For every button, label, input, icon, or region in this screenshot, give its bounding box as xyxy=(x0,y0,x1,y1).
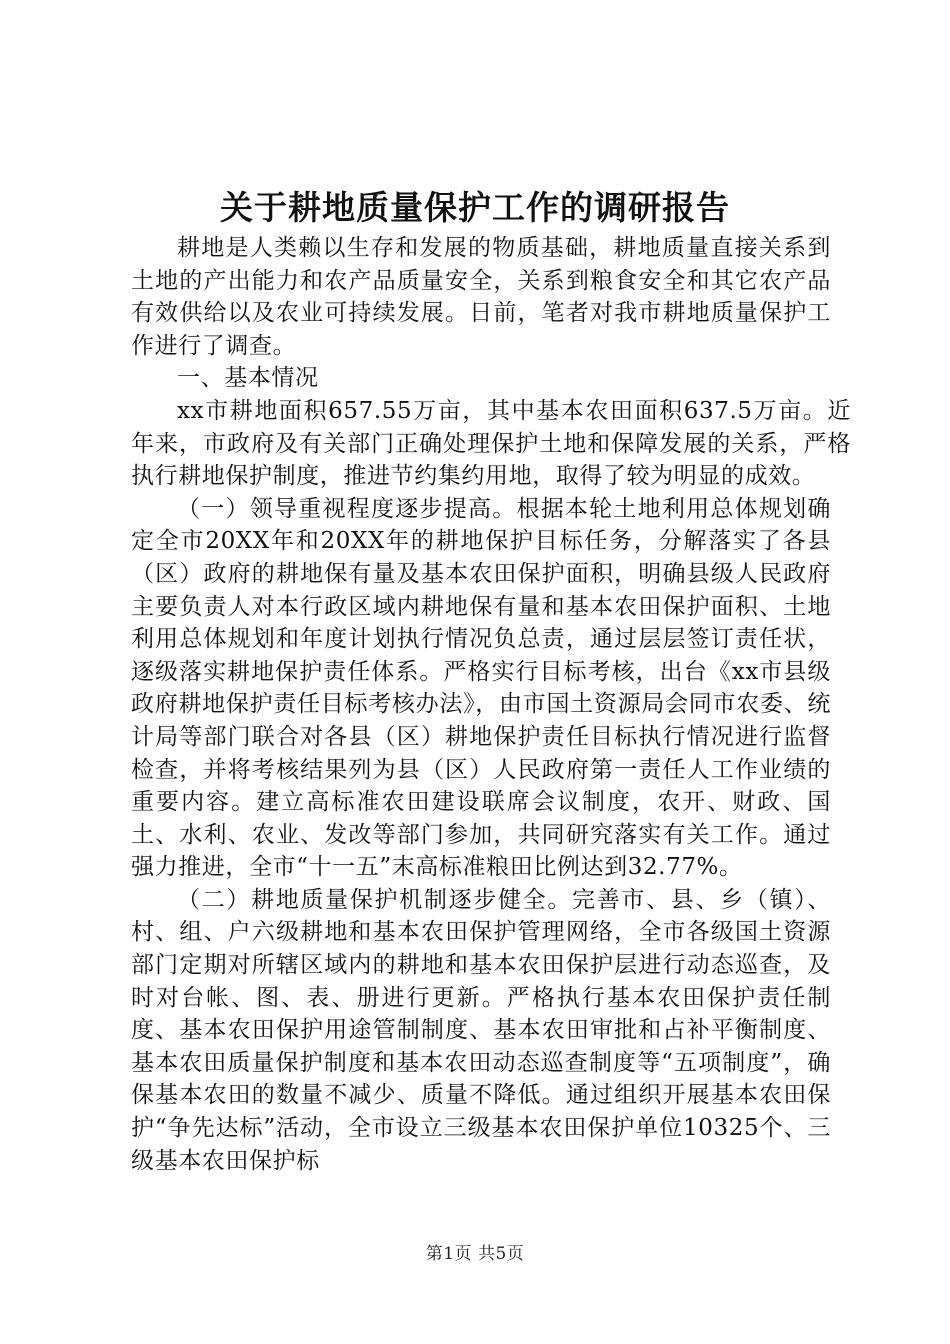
section-heading-basic-situation: 一、基本情况 xyxy=(177,365,319,392)
document-body xyxy=(131,232,851,1177)
basic-situation-paragraph: xx市耕地面积657.55万亩，其中基本农田面积637.5万亩。近年来，市政府及有关部门正确处理保护土地和保障发展的关系，严格执行耕地保护制度，推进节约集约用地，取得了较为明显的成效。 xyxy=(131,397,851,490)
mechanism-paragraph: （二）耕地质量保护机制逐步健全。完善市、县、乡（镇）、村、组、户六级耕地和基本农田保护管理网络，全市各级国土资源部门定期对所辖区域内的耕地和基本农田保护层进行动态巡查，及时对台帐、图、表、册进行更新。严格执行基本农田保护责任制度、基本农田保护用途管制制度、基本农田审批和占补平衡制度、基本农田质量保护制度和基本农田动态巡查制度等“五项制度”，确保基本农田的数量不减少、质量不降低。通过组织开展基本农田保护“争先达标”活动，全市设立三级基本农田保护单位10325个、三级基本农田保护标 xyxy=(131,886,831,1174)
intro-paragraph: 耕地是人类赖以生存和发展的物质基础，耕地质量直接关系到土地的产出能力和农产品质量安全，关系到粮食安全和其它农产品有效供给以及农业可持续发展。日前，笔者对我市耕地质量保护工作进行了调查。 xyxy=(131,235,831,359)
page-number-footer: 第1页 共5页 xyxy=(425,1244,525,1264)
document-title: 关于耕地质量保护工作的调研报告 xyxy=(220,188,730,227)
leadership-paragraph: （一）领导重视程度逐步提高。根据本轮土地利用总体规划确定全市20XX年和20XX年的耕地保护目标任务，分解落实了各县（区）政府的耕地保有量及基本农田保护面积，明确县级人民政府主要负责人对本行政区域内耕地保有量和基本农田保护面积、土地利用总体规划和年度计划执行情况负总责，通过层层签订责任状，逐级落实耕地保护责任体系。严格实行目标考核，出台《xx市县级政府耕地保护责任目标考核办法》，由市国土资源局会同市农委、统计局等部门联合对各县（区）耕地保护责任目标执行情况进行监督检查，并将考核结果列为县（区）人民政府第一责任人工作业绩的重要内容。建立高标准农田建设联席会议制度，农开、财政、国土、水利、农业、发改等部门参加，共同研究落实有关工作。通过强力推进，全市“十一五”末高标准粮田比例达到32.77%。 xyxy=(131,495,831,881)
